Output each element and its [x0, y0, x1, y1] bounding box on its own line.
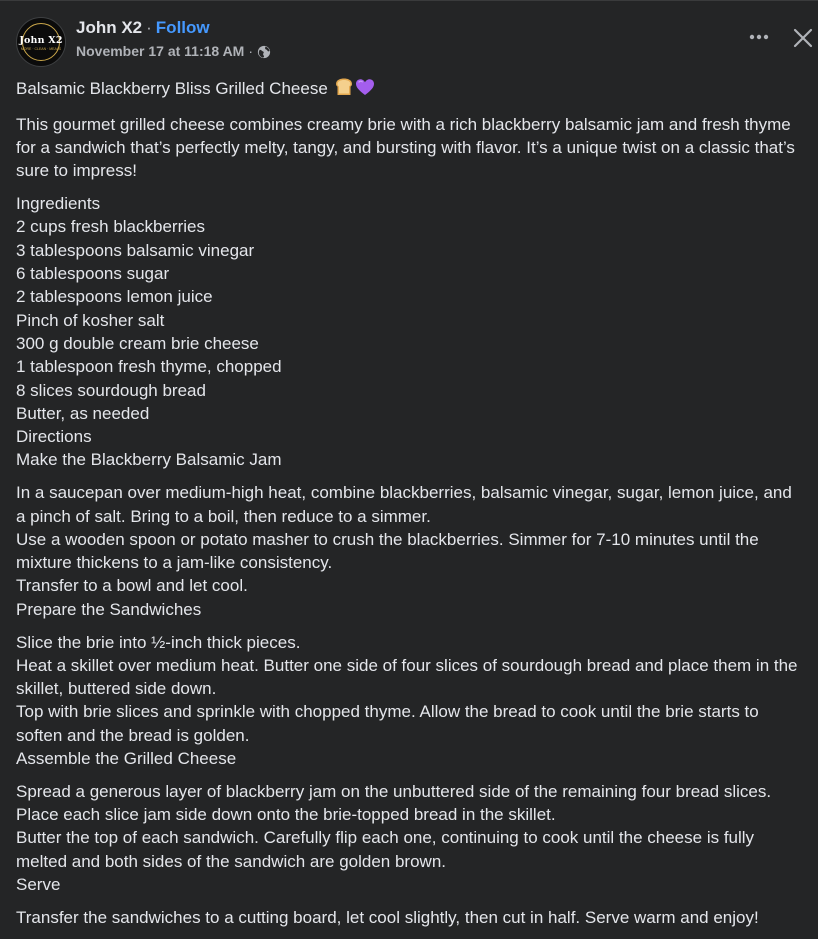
direction-line: Place each slice jam side down onto the brie-topped bread in the skillet.	[16, 805, 556, 825]
direction-line: In a saucepan over medium-high heat, combine blackberries, balsamic vinegar, sugar, lemon juice, and	[16, 483, 792, 503]
direction-line: Heat a skillet over medium heat. Butter one side of four slices of sourdough bread and place them in the	[16, 655, 798, 675]
jam-paragraph	[16, 481, 818, 621]
ingredient-item: 6 tablespoons sugar	[16, 264, 170, 284]
name-separator: ·	[146, 18, 152, 37]
direction-line: mixture thickens to a jam-like consistency.	[16, 553, 333, 573]
direction-line: Spread a generous layer of blackberry jam on the unbuttered side of the remaining four bread slices.	[16, 781, 772, 801]
intro-line: for a sandwich that’s perfectly melty, tangy, and bursting with flavor. It’s a unique twist on a classic that’s	[16, 138, 795, 158]
avatar-logo-text: John X2	[19, 35, 63, 46]
globe-icon[interactable]	[257, 45, 271, 59]
direction-line: Slice the brie into ½-inch thick pieces.	[16, 632, 301, 652]
ingredient-item: 2 tablespoons lemon juice	[16, 287, 213, 307]
ingredient-item: 2 cups fresh blackberries	[16, 217, 205, 237]
avatar-logo-subtext: MORE · CLEAN · MEALS	[20, 47, 62, 51]
title-emojis	[334, 77, 376, 103]
jam-step-heading: Make the Blackberry Balsamic Jam	[16, 450, 282, 470]
directions-heading: Directions	[16, 427, 92, 447]
post-meta	[76, 18, 271, 60]
direction-line: soften and the bread is golden.	[16, 725, 250, 745]
direction-line: skillet, buttered side down.	[16, 679, 217, 699]
serve-paragraph	[16, 906, 818, 929]
top-divider	[0, 0, 818, 1]
post-title: Balsamic Blackberry Bliss Grilled Cheese	[16, 79, 328, 98]
ingredient-item: Butter, as needed	[16, 403, 150, 423]
follow-button[interactable]: Follow	[155, 18, 210, 37]
ingredients-paragraph	[16, 192, 818, 472]
direction-line: a pinch of salt. Bring to a boil, then reduce to a simmer.	[16, 506, 431, 526]
ingredient-item: 1 tablespoon fresh thyme, chopped	[16, 357, 282, 377]
intro-line: This gourmet grilled cheese combines creamy brie with a rich blackberry balsamic jam and fresh thyme	[16, 114, 791, 134]
ingredient-item: 3 tablespoons balsamic vinegar	[16, 240, 255, 260]
direction-line: Use a wooden spoon or potato masher to crush the blackberries. Simmer for 7-10 minutes until the	[16, 529, 759, 549]
assemble-step-heading: Assemble the Grilled Cheese	[16, 749, 237, 769]
sandwich-step-heading: Prepare the Sandwiches	[16, 599, 202, 619]
post-title-paragraph	[16, 77, 818, 103]
avatar[interactable]	[16, 17, 66, 67]
direction-line: Transfer to a bowl and let cool.	[16, 576, 248, 596]
assemble-paragraph	[16, 780, 818, 896]
post-header	[16, 16, 818, 68]
purple-heart-emoji	[356, 79, 374, 95]
ingredient-item: 8 slices sourdough bread	[16, 380, 206, 400]
close-icon[interactable]	[791, 26, 815, 50]
serve-step-heading: Serve	[16, 875, 61, 894]
author-line	[76, 18, 271, 38]
direction-line: Transfer the sandwiches to a cutting board, let cool slightly, then cut in half. Serve warm and enjoy!	[16, 907, 759, 927]
direction-line: Top with brie slices and sprinkle with chopped thyme. Allow the bread to cook until the brie starts to	[16, 702, 759, 722]
ingredient-item: Pinch of kosher salt	[16, 310, 165, 330]
bread-emoji	[334, 77, 376, 97]
more-options-icon[interactable]	[747, 25, 771, 49]
intro-line: sure to impress!	[16, 161, 137, 181]
direction-line: melted and both sides of the sandwich are golden brown.	[16, 851, 446, 871]
author-name[interactable]: John X2	[76, 18, 143, 37]
timestamp-separator: ·	[248, 43, 254, 59]
post-timestamp[interactable]: November 17 at 11:18 AM	[76, 43, 245, 59]
direction-line: Butter the top of each sandwich. Carefully flip each one, continuing to cook until the cheese is fully	[16, 828, 755, 848]
sandwich-paragraph	[16, 631, 818, 771]
intro-paragraph	[16, 113, 818, 183]
post-body	[16, 77, 818, 939]
ingredients-heading: Ingredients	[16, 194, 101, 214]
timestamp-line	[76, 43, 271, 60]
ingredient-item: 300 g double cream brie cheese	[16, 333, 259, 353]
